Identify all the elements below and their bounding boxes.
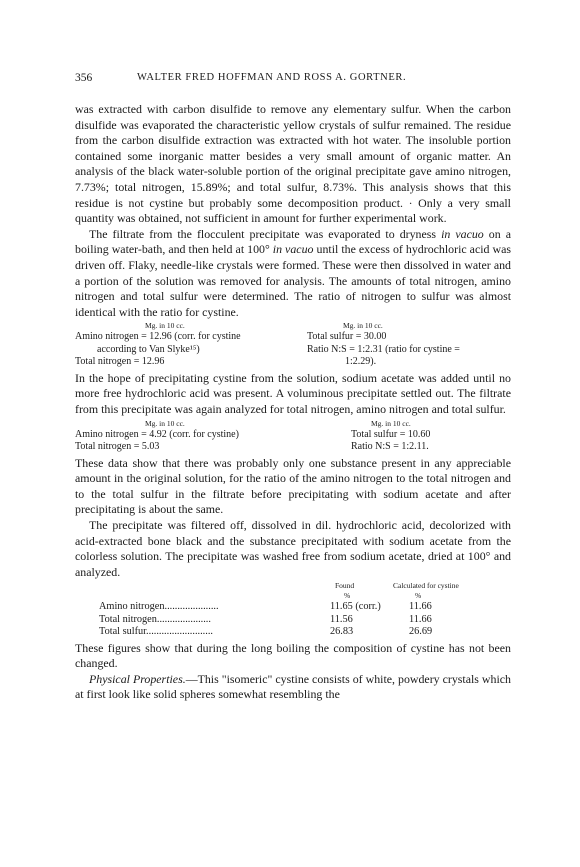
paragraph-7-text: —This "isomeric" cystine consists of white, powdery crystals which at first look like solid spheres somewhat resembling the [75, 671, 511, 702]
running-title: WALTER FRED HOFFMAN AND ROSS A. GORTNER. [137, 72, 407, 83]
data2-row2-left: Total nitrogen = 5.03 [75, 441, 160, 453]
paragraph-2-italic-1: in vacuo [441, 226, 484, 241]
paragraph-6: These figures show that during the long boiling the composition of cystine has not been changed. [75, 640, 511, 671]
paragraph-3: In the hope of precipitating cystine from the solution, sodium acetate was added until no more free hydrochloric acid was present. A voluminous precipitate settled out. The filtrate from this precipitate was again analyzed for total nitrogen, amino nitrogen and total sulfur. [75, 370, 511, 416]
table-row [75, 614, 511, 626]
table-unit-found: % [344, 591, 351, 601]
analysis-block-1 [75, 321, 511, 369]
data2-header-right: Mg. in 10 cc. [371, 418, 411, 428]
paragraph-2-text-c: on a boiling water-bath, and then held at 100° [75, 226, 511, 257]
table-col-calculated: Calculated for cystine [393, 581, 459, 591]
data1-row3-left: Total nitrogen = 12.96 [75, 356, 165, 368]
page-number: 356 [75, 72, 93, 84]
table-row-found: 26.83 [330, 626, 354, 638]
data2-row1-right: Total sulfur = 10.60 [351, 428, 431, 440]
data1-row1-left: Amino nitrogen = 12.96 (corr. for cystine [75, 331, 241, 343]
data1-row1-right: Total sulfur = 30.00 [307, 331, 387, 343]
table-row-label: Total nitrogen..................... [99, 613, 211, 625]
data1-row2-right: Ratio N:S = 1:2.31 (ratio for cystine = [307, 343, 460, 355]
data1-row2-left: according to Van Slyke¹⁵) [97, 343, 200, 355]
table-row-label: Total sulfur.......................... [99, 626, 213, 638]
analysis-block-2 [75, 419, 511, 454]
data1-header-left: Mg. in 10 cc. [145, 321, 185, 331]
data2-header-left: Mg. in 10 cc. [145, 418, 185, 428]
page [75, 72, 511, 703]
paragraph-2-text-e: until the excess of hydrochloric acid was driven off. Flaky, needle-like crystals were formed. These were then dissolved in water and a portion of the solution was removed for analysis. The amounts of total nitrogen, amino nitrogen and total sulfur were determined. The ratio of nitrogen to sulfur was almost identical with the ratio for cystine. [75, 242, 512, 319]
paragraph-4: These data show that there was probably only one substance present in any appreciable amount in the original solution, for the ratio of the amino nitrogen to the total nitrogen and to the total sulfur in the filtrate before precipitating with sodium acetate and after precipitating is about the same. [75, 455, 511, 517]
paragraph-7 [75, 672, 511, 703]
composition-table [75, 581, 511, 638]
paragraph-7-section-heading: Physical Properties. [89, 671, 186, 686]
table-row-found: 11.65 (corr.) [330, 601, 381, 613]
data1-header-right: Mg. in 10 cc. [343, 321, 383, 331]
table-row-calculated: 11.66 [409, 601, 432, 613]
table-unit-calculated: % [415, 591, 422, 601]
paragraph-1: was extracted with carbon disulfide to remove any elementary sulfur. When the carbon disulfide was evaporated the characteristic yellow crystals of sulfur remained. The residue from the carbon disulfide extraction was extracted with hot water. The insoluble portion contained some inorganic matter besides a very small amount of organic matter. An analysis of the black water-soluble portion of the original precipitate gave amino nitrogen, 7.73%; total nitrogen, 15.89%; and total sulfur, 8.73%. This analysis shows that this residue is not cystine but probably some decomposition product. · Only a very small quantity was obtained, not sufficient in amount for further experimental work. [75, 102, 511, 226]
paragraph-2 [75, 227, 511, 321]
paragraph-5: The precipitate was filtered off, dissolved in dil. hydrochloric acid, decolorized with acid-extracted bone black and the substance precipitated with sodium acetate from the colorless solution. The precipitate was washed free from sodium acetate, dried at 100° and analyzed. [75, 517, 511, 579]
table-row-label: Amino nitrogen..................... [99, 601, 219, 613]
table-row-calculated: 26.69 [409, 626, 433, 638]
table-col-found: Found [335, 581, 355, 591]
data2-row2-right: Ratio N:S = 1:2.11. [351, 441, 429, 453]
table-row-calculated: 11.66 [409, 613, 432, 625]
paragraph-2-italic-2: in vacuo [272, 242, 314, 257]
page-header [75, 72, 511, 90]
data1-row3-right: 1:2.29). [345, 356, 377, 368]
table-row-found: 11.56 [330, 613, 353, 625]
paragraph-2-text-a: The filtrate from the flocculent precipitate was evaporated to dryness [89, 226, 442, 241]
data2-row1-left: Amino nitrogen = 4.92 (corr. for cystine) [75, 428, 239, 440]
table-row [75, 626, 511, 638]
table-row [75, 601, 511, 613]
